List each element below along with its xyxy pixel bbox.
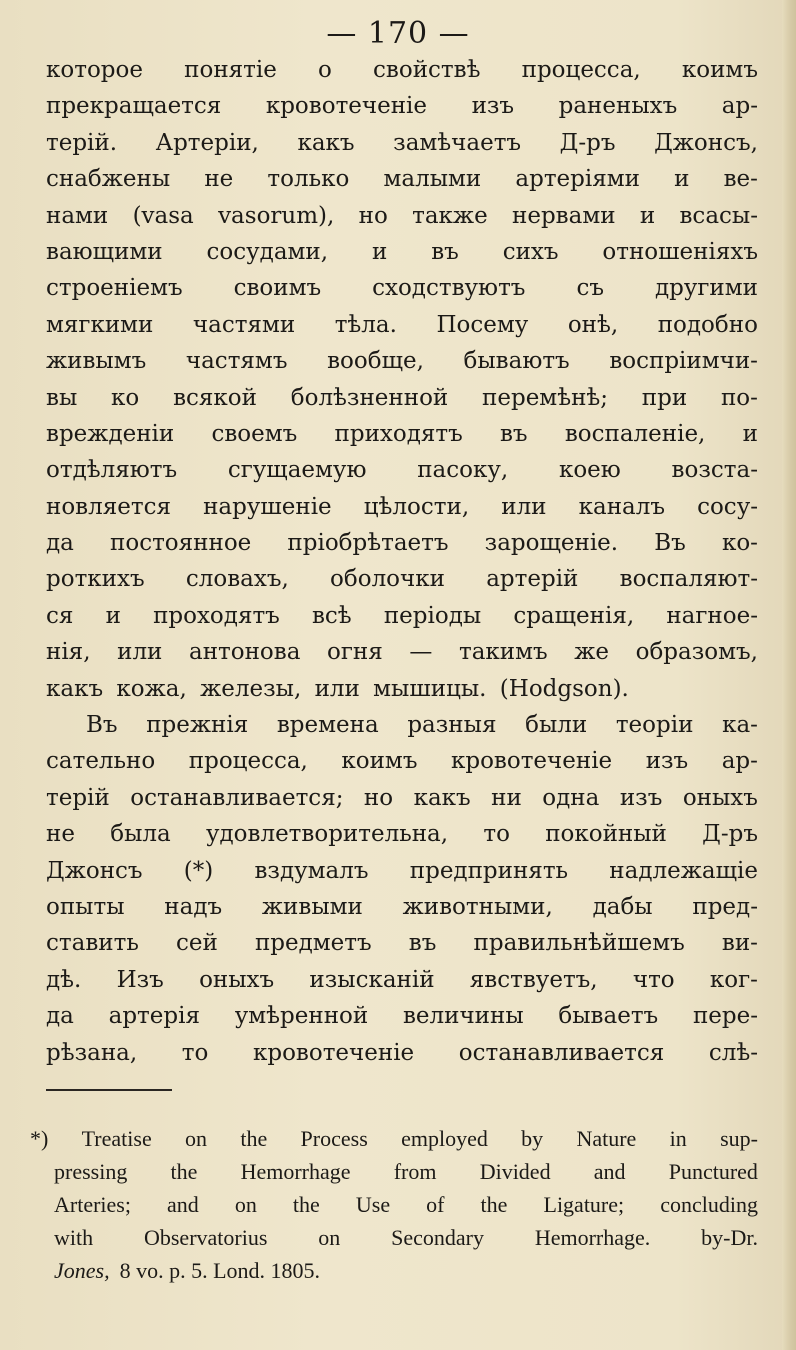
word: то	[181, 1039, 209, 1066]
footnote-citation: 8 vo. p. 5. Lond. 1805.	[119, 1258, 321, 1283]
word: живыми	[261, 893, 363, 920]
word: частями	[192, 311, 296, 338]
word: ар-	[721, 748, 758, 775]
word: что	[632, 966, 675, 993]
word: удовлетворительна,	[205, 821, 449, 848]
word: какъ	[297, 129, 355, 156]
body-line	[46, 707, 758, 743]
word: of	[426, 1192, 445, 1217]
word: процесса,	[188, 748, 308, 775]
word: и	[674, 166, 690, 193]
word: оныхъ	[199, 966, 275, 993]
word: другими	[654, 275, 758, 302]
word: оныхъ	[682, 784, 758, 811]
body-line	[46, 380, 758, 416]
body-line	[46, 743, 758, 779]
word: и	[639, 202, 656, 229]
word: терій	[46, 784, 110, 811]
word: Д-ръ	[559, 129, 616, 156]
body-line	[46, 634, 758, 670]
word: Process	[300, 1126, 368, 1151]
word: коимъ	[341, 748, 418, 775]
word: оболочки	[330, 566, 445, 593]
word: предпринять	[409, 857, 569, 884]
word: ар-	[721, 93, 758, 120]
word: строеніемъ	[46, 275, 183, 302]
word: Въ	[86, 712, 118, 739]
word: отношеніяхъ	[602, 238, 758, 265]
body-line	[46, 853, 758, 889]
word: же	[574, 639, 610, 666]
word: нами	[46, 202, 109, 229]
word: останавливается	[458, 1039, 665, 1066]
word: кровотеченіе	[265, 93, 428, 120]
word: возста-	[671, 457, 758, 484]
word: и	[371, 238, 388, 265]
word: опыты	[46, 893, 125, 920]
body-line	[46, 234, 758, 270]
word: подобно	[657, 311, 758, 338]
word: сосу-	[697, 493, 758, 520]
word: была	[110, 821, 171, 848]
word: въ	[499, 420, 528, 447]
body-line	[46, 489, 758, 525]
footnote-line	[30, 1221, 758, 1254]
word: мягкими	[46, 311, 154, 338]
word: by	[521, 1126, 544, 1151]
word: сгущаемую	[227, 457, 367, 484]
body-line	[46, 125, 758, 161]
word: Изъ	[116, 966, 164, 993]
word: были	[525, 712, 588, 739]
word: перемѣнѣ;	[482, 384, 609, 411]
word: сосудами,	[206, 238, 329, 265]
word: изъ	[619, 784, 663, 811]
body-line	[46, 307, 758, 343]
body-line	[46, 198, 758, 234]
word: сихъ	[502, 238, 559, 265]
word: коимъ	[681, 57, 758, 83]
word: времена	[276, 712, 379, 739]
word: надлежащіе	[609, 857, 758, 884]
word: нервами	[512, 202, 616, 229]
word: кровотеченіе	[450, 748, 613, 775]
word: Джонсъ,	[654, 129, 758, 156]
footnote	[30, 1122, 758, 1287]
word: но	[358, 202, 388, 229]
word: Джонсъ	[46, 857, 143, 884]
body-line	[46, 161, 758, 197]
word: воспаляют-	[619, 566, 758, 593]
word: надъ	[164, 893, 223, 920]
word: или	[117, 639, 163, 666]
word: on	[318, 1225, 341, 1250]
body-line	[46, 780, 758, 816]
body-line	[46, 88, 758, 124]
word: не	[204, 166, 234, 193]
body-line	[46, 889, 758, 925]
word: правильнѣйшемъ	[473, 930, 685, 957]
word: ко	[111, 384, 140, 411]
word: ся	[46, 602, 74, 629]
word: Observatorius	[143, 1225, 268, 1250]
word: онѣ,	[567, 311, 619, 338]
body-line	[46, 1035, 758, 1071]
word: болѣзненной	[290, 384, 449, 411]
word: живымъ	[46, 348, 147, 375]
word: sup-	[720, 1126, 758, 1151]
word: on	[234, 1192, 257, 1217]
word: своимъ	[233, 275, 322, 302]
word: the	[240, 1126, 268, 1151]
word: и	[105, 602, 121, 629]
word: Nature	[576, 1126, 637, 1151]
word: прежнія	[146, 712, 249, 739]
word: покойный	[545, 821, 667, 848]
word: рѣзана,	[46, 1039, 138, 1066]
word: да	[46, 1003, 74, 1030]
word: пріобрѣтаетъ	[287, 530, 449, 557]
word: приходятъ	[334, 420, 463, 447]
word: —	[409, 639, 433, 666]
word: ко-	[721, 530, 758, 557]
word: и	[742, 420, 758, 447]
word: Hemorrhage	[240, 1159, 351, 1184]
word: предметъ	[254, 930, 372, 957]
word: или	[501, 493, 547, 520]
word: не	[46, 821, 75, 848]
word: concluding	[660, 1192, 758, 1217]
word: о	[318, 57, 332, 83]
word: процесса,	[521, 57, 641, 83]
word: ни	[491, 784, 522, 811]
word: всякой	[173, 384, 257, 411]
word: слѣ-	[708, 1039, 758, 1066]
body-line	[46, 525, 758, 561]
word: Punctured	[668, 1159, 758, 1184]
word: изъ	[471, 93, 515, 120]
word: бываетъ	[558, 1003, 659, 1030]
word: дѣ.	[46, 966, 82, 993]
body-line	[46, 998, 758, 1034]
footnote-line	[30, 1122, 758, 1155]
word: пере-	[692, 1003, 758, 1030]
word: коею	[558, 457, 621, 484]
footnote-divider	[46, 1089, 172, 1091]
word: Arteries;	[54, 1192, 131, 1217]
body-line	[46, 598, 758, 634]
word: словахъ,	[185, 566, 289, 593]
word: ставить	[46, 930, 139, 957]
word: отдѣляютъ	[46, 457, 178, 484]
word: только	[267, 166, 350, 193]
word: терій.	[46, 129, 118, 156]
word: изъ	[645, 748, 689, 775]
word: *)	[30, 1126, 49, 1151]
word: антонова	[188, 639, 301, 666]
word: нія,	[46, 639, 91, 666]
word: дабы	[592, 893, 653, 920]
word: нагное-	[666, 602, 758, 629]
word: замѣчаетъ	[393, 129, 522, 156]
word: въ	[431, 238, 459, 265]
word: прекращается	[46, 93, 222, 120]
word: Secondary	[391, 1225, 484, 1250]
word: and	[167, 1192, 199, 1217]
word: pressing	[54, 1159, 128, 1184]
word: артерія	[108, 1003, 200, 1030]
word: пред-	[692, 893, 758, 920]
word: нарушеніе	[203, 493, 332, 520]
word: employed	[401, 1126, 488, 1151]
word: Ligature;	[543, 1192, 625, 1217]
word: ког-	[709, 966, 758, 993]
page-number: — 170 —	[326, 16, 470, 51]
word: and	[593, 1159, 626, 1184]
word: животными,	[402, 893, 553, 920]
word: Divided	[479, 1159, 551, 1184]
word: on	[185, 1126, 208, 1151]
body-line	[46, 816, 758, 852]
word: теоріи	[615, 712, 694, 739]
word: то	[483, 821, 510, 848]
body-line	[46, 416, 758, 452]
page-edge-shadow	[782, 0, 796, 1350]
word: with	[54, 1225, 94, 1250]
word: ви-	[721, 930, 758, 957]
word: (vasa	[132, 202, 194, 229]
body-line	[46, 52, 758, 88]
word: разныя	[407, 712, 497, 739]
body-text	[46, 52, 758, 1071]
body-line	[46, 270, 758, 306]
word: вающими	[46, 238, 163, 265]
word: сей	[175, 930, 218, 957]
word: останавливается;	[130, 784, 344, 811]
word: воспаленіе,	[564, 420, 706, 447]
body-line: какъ кожа, железы, или мышицы. (Hodgson).	[46, 675, 629, 702]
word: которое	[46, 57, 143, 83]
body-line	[46, 452, 758, 488]
word: роткихъ	[46, 566, 145, 593]
word: образомъ,	[635, 639, 758, 666]
word: одна	[542, 784, 600, 811]
word: въ	[408, 930, 437, 957]
word: своемъ	[211, 420, 298, 447]
word: также	[412, 202, 488, 229]
word: раненыхъ	[558, 93, 678, 120]
word: Посему	[436, 311, 529, 338]
word: умѣренной	[234, 1003, 369, 1030]
word: какъ	[413, 784, 471, 811]
word: Д-ръ	[702, 821, 758, 848]
word: явствуетъ,	[469, 966, 598, 993]
word: vasorum),	[218, 202, 335, 229]
word: тѣла.	[334, 311, 397, 338]
word: такимъ	[458, 639, 548, 666]
word: пасоку,	[417, 457, 509, 484]
word: да	[46, 530, 74, 557]
word: Hemorrhage.	[534, 1225, 651, 1250]
word: from	[393, 1159, 437, 1184]
body-line	[46, 343, 758, 379]
word: Артеріи,	[155, 129, 259, 156]
word: постоянное	[110, 530, 252, 557]
word: the	[292, 1192, 320, 1217]
word: ве-	[723, 166, 758, 193]
body-line	[46, 925, 758, 961]
word: величины	[402, 1003, 524, 1030]
word: всѣ	[311, 602, 352, 629]
word: бываютъ	[463, 348, 570, 375]
word: новляется	[46, 493, 171, 520]
body-line	[46, 962, 758, 998]
footnote-author: Jones,	[54, 1258, 110, 1283]
word: артеріями	[515, 166, 640, 193]
word: свойствѣ	[373, 57, 481, 83]
word: сходствуютъ	[372, 275, 526, 302]
word: воспріимчи-	[609, 348, 758, 375]
word: артерій	[486, 566, 579, 593]
footnote-line	[30, 1188, 758, 1221]
word: частямъ	[185, 348, 288, 375]
word: Въ	[654, 530, 686, 557]
word: врежденіи	[46, 420, 175, 447]
word: съ	[576, 275, 604, 302]
word: кровотеченіе	[252, 1039, 415, 1066]
word: при	[641, 384, 688, 411]
word: всасы-	[679, 202, 758, 229]
word: the	[480, 1192, 508, 1217]
word: огня	[327, 639, 383, 666]
word: цѣлости,	[363, 493, 470, 520]
word: by-Dr.	[701, 1225, 758, 1250]
word: зарощеніе.	[484, 530, 619, 557]
word: in	[669, 1126, 687, 1151]
footnote-line	[30, 1155, 758, 1188]
word: но	[363, 784, 394, 811]
word: the	[170, 1159, 198, 1184]
word: періоды	[383, 602, 482, 629]
word: по-	[720, 384, 758, 411]
word: вообще,	[327, 348, 424, 375]
word: Treatise	[81, 1126, 152, 1151]
word: снабжены	[46, 166, 171, 193]
body-line	[46, 561, 758, 597]
footnote-line-last	[30, 1254, 758, 1287]
word: малыми	[383, 166, 482, 193]
word: понятіе	[184, 57, 277, 83]
word: проходятъ	[153, 602, 280, 629]
word: каналъ	[578, 493, 665, 520]
word: вы	[46, 384, 78, 411]
word: (*)	[183, 857, 214, 884]
word: Use	[355, 1192, 391, 1217]
word: сательно	[46, 748, 156, 775]
word: изысканій	[309, 966, 435, 993]
word: вздумалъ	[254, 857, 369, 884]
word: ка-	[722, 712, 758, 739]
word: сращенія,	[513, 602, 635, 629]
